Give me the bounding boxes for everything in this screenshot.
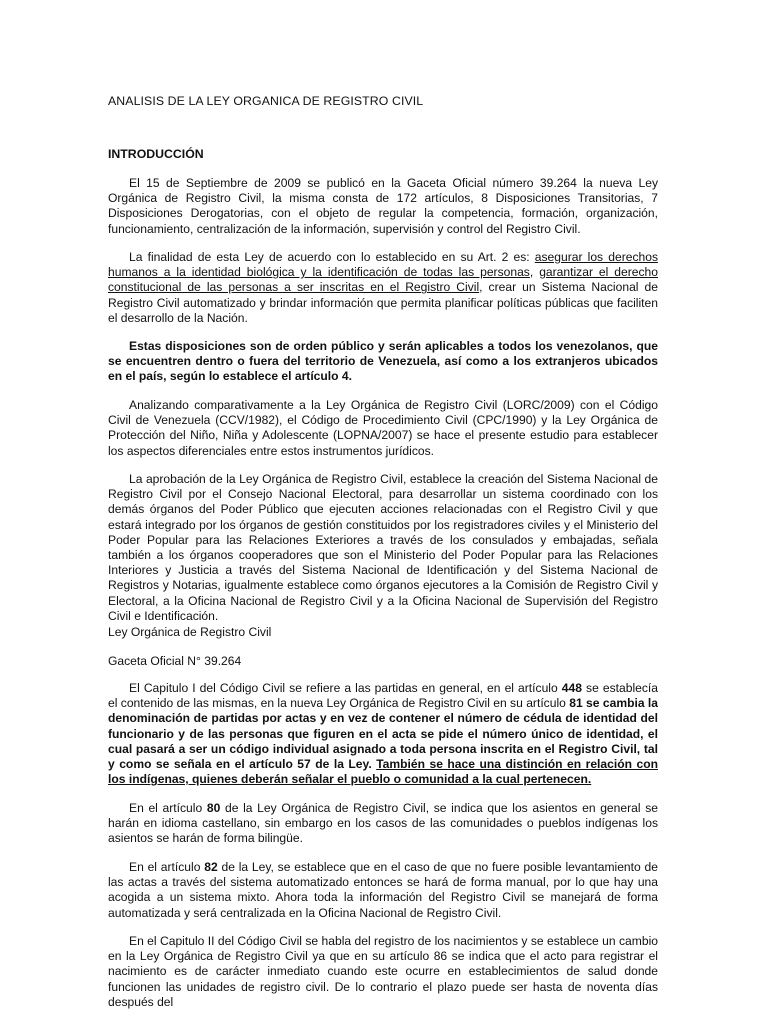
paragraph-5: La aprobación de la Ley Orgánica de Registro Civil, establece la creación del Sistema Nacional de Registro Civil por el Consejo Nacional Electoral, para desarrollar un sistema coordinado con los demás órganos del Poder Público que ejecuten acciones relacionadas con el Registro Civil y que estará integrado por los órganos de gestión constituidos por los registradores civiles y el Ministerio del Poder Popular para las Relaciones Exteriores a través de los consulados y embajadas, señala también a los órganos cooperadores que son el Ministerio del Poder Popular para las Relaciones Interiores y Justicia a través del Sistema Nacional de Identificación y del Sistema Nacional de Registros y Notarias, igualmente establece como órganos ejecutores a la Comisión de Registro Civil y Electoral, a la Oficina Nacional de Registro Civil y a la Oficina Nacional de Supervisión del Registro Civil e Identificación.	[108, 472, 658, 623]
paragraph-8-bold: 82	[204, 860, 218, 874]
paragraph-8-text-b: de la Ley, se establece que en el caso de que no fuere posible levantamiento de las actas a través del sistema automatizado entonces se hará de forma manual, por lo que hay una acogida a un sistema mixto. Ahora toda la información del Registro Civil se manejará de forma automatizada y será centralizada en la Oficina Nacional de Registro Civil.	[108, 860, 658, 920]
paragraph-9: En el Capitulo II del Código Civil se habla del registro de los nacimientos y se establece un cambio en la Ley Orgánica de Registro Civil ya que en su artículo 86 se indica que el acto para registrar el nacimiento es de carácter inmediato cuando este ocurre en establecimientos de salud donde funcionen las unidades de registro civil. De lo contrario el plazo puede ser hasta de noventa días después del	[108, 934, 658, 1009]
section-heading: INTRODUCCIÓN	[108, 147, 204, 161]
paragraph-6-bold-1: 448	[561, 681, 582, 695]
paragraph-2-text-b: ,	[529, 265, 540, 280]
gazette-line: Gaceta Oficial N° 39.264	[108, 654, 242, 668]
paragraph-2-text-c: , crear un Sistema Nacional de Registro Civil automatizado y brindar información que permita planificar políticas públicas que faciliten el desarrollo de la Nación.	[108, 280, 658, 325]
paragraph-2-underline-1: asegurar los derechos humanos a la identidad biológica y la identificación de todas las personas	[108, 250, 658, 280]
paragraph-6	[108, 681, 658, 787]
law-name-line: Ley Orgánica de Registro Civil	[108, 625, 272, 639]
paragraph-7-bold: 80	[206, 801, 221, 815]
paragraph-6-text-a: El Capitulo I del Código Civil se refiere a las partidas en general, en el artículo	[129, 681, 562, 695]
paragraph-8-text-a: En el artículo	[129, 860, 205, 874]
paragraph-3: Estas disposiciones son de orden público y serán aplicables a todos los venezolanos, que se encuentren dentro o fuera del territorio de Venezuela, así como a los extranjeros ubicados en el país, según lo establece el artículo 4.	[108, 339, 658, 384]
paragraph-7-text-b: de la Ley Orgánica de Registro Civil, se indica que los asientos en general se harán en idioma castellano, sin embargo en los casos de las comunidades o pueblos indígenas los asientos se harán de forma bilingüe.	[108, 801, 658, 846]
document-title: ANALISIS DE LA LEY ORGANICA DE REGISTRO CIVIL	[108, 94, 424, 108]
paragraph-7-text-a: En el artículo	[129, 801, 207, 815]
paragraph-6-bold-2: 81 se cambia la denominación de partidas por actas y en vez de contener el número de cédula de identidad del funcionario y de las personas que figuren en el acta se pide el número único de identidad, el cual pasará a ser un código individual asignado a toda persona inscrita en el Registro Civil, tal y como se señala en el artículo 57 de la Ley.	[108, 696, 658, 772]
paragraph-8	[108, 860, 658, 921]
paragraph-1: El 15 de Septiembre de 2009 se publicó en la Gaceta Oficial número 39.264 la nueva Ley Orgánica de Registro Civil, la misma consta de 172 artículos, 8 Disposiciones Transitorias, 7 Disposiciones Derogatorias, con el objeto de regular la competencia, formación, organización, funcionamiento, centralización de la información, supervisión y control del Registro Civil.	[108, 176, 658, 236]
paragraph-4: Analizando comparativamente a la Ley Orgánica de Registro Civil (LORC/2009) con el Código Civil de Venezuela (CCV/1982), el Código de Procedimiento Civil (CPC/1990) y la Ley Orgánica de Protección del Niño, Niña y Adolescente (LOPNA/2007) se hace el presente estudio para establecer los aspectos diferenciales entre estos instrumentos jurídicos.	[108, 398, 658, 458]
paragraph-2-text-a: La finalidad de esta Ley de acuerdo con lo establecido en su Art. 2 es:	[129, 250, 535, 264]
paragraph-6-bold-underline: También se hace una distinción en relación con los indígenas, quienes deberán señalar el pueblo o comunidad a la cual pertenecen.	[108, 757, 658, 787]
paragraph-2	[108, 250, 658, 326]
paragraph-6-text-b: se establecía el contenido de las mismas, en la nueva Ley Orgánica de Registro Civil en su artículo	[108, 681, 659, 711]
paragraph-2-underline-2: garantizar el derecho constitucional de las personas a ser inscritas en el Registro Civil	[108, 265, 658, 295]
paragraph-7	[108, 801, 658, 847]
